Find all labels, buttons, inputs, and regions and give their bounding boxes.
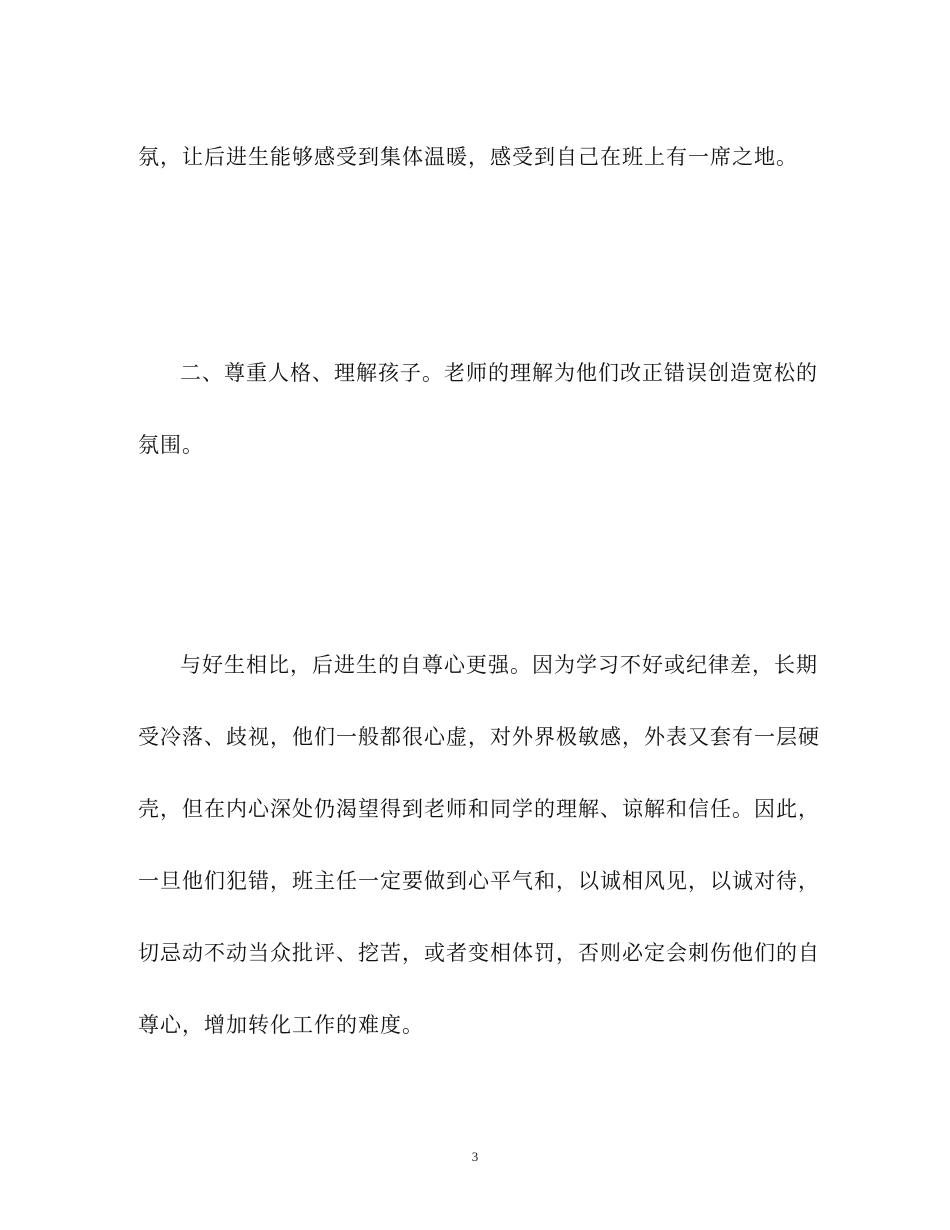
paragraph-2-line-5: 切忌动不动当众批评、挖苦，或者变相体罚，否则必定会刺伤他们的自 — [138, 941, 820, 965]
section-heading-line-1: 二、尊重人格、理解孩子。老师的理解为他们改正错误创造宽松的 — [180, 361, 818, 385]
paragraph-2-line-2: 受冷落、歧视，他们一般都很心虚，对外界极敏感，外表又套有一层硬 — [138, 725, 820, 749]
paragraph-2-line-3: 壳，但在内心深处仍渴望得到老师和同学的理解、谅解和信任。因此， — [138, 797, 820, 821]
paragraph-1-line-1: 氛，让后进生能够感受到集体温暖，感受到自己在班上有一席之地。 — [138, 145, 798, 169]
paragraph-2-line-1: 与好生相比，后进生的自尊心更强。因为学习不好或纪律差，长期 — [180, 653, 818, 677]
paragraph-2-line-4: 一旦他们犯错，班主任一定要做到心平气和，以诚相风见，以诚对待， — [138, 869, 820, 893]
paragraph-2-line-6: 尊心，增加转化工作的难度。 — [138, 1013, 424, 1037]
section-heading-line-2: 氛围。 — [138, 433, 204, 457]
page-number: 3 — [471, 1149, 479, 1164]
